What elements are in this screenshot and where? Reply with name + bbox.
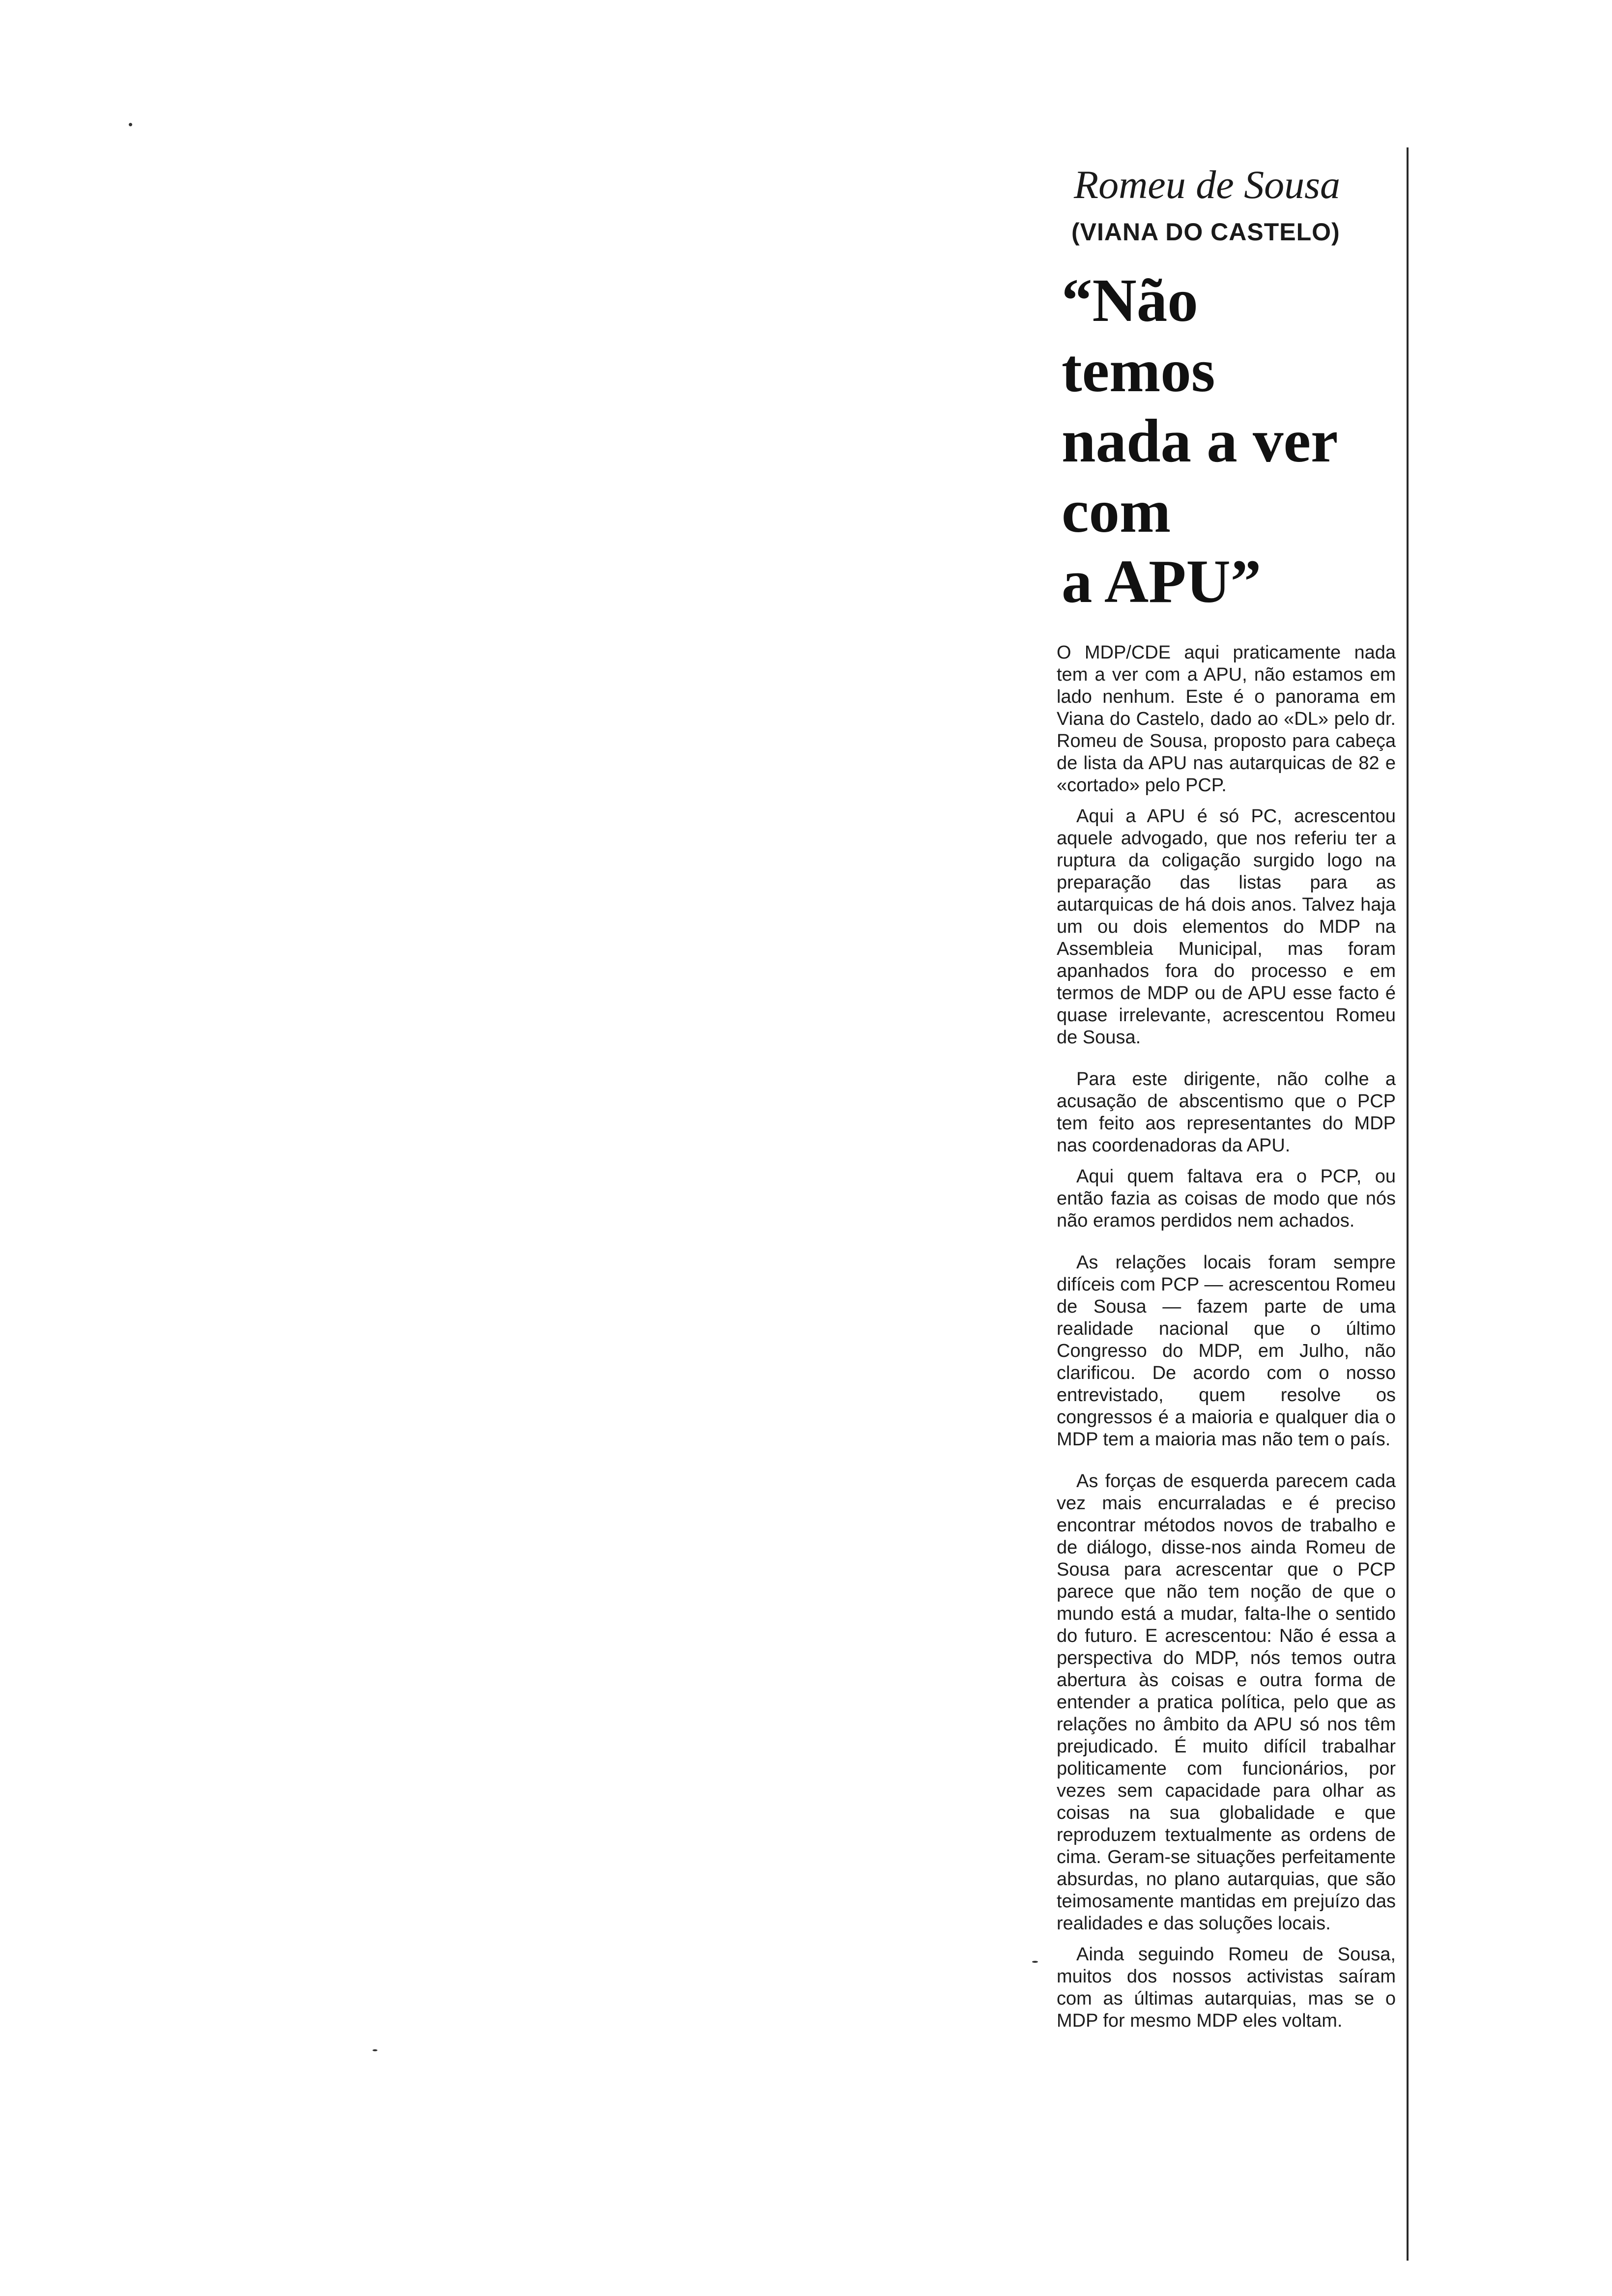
byline: Romeu de Sousa: [1074, 162, 1341, 207]
headline-line: nada a ver: [1062, 407, 1338, 475]
column-rule: [1407, 147, 1409, 2261]
headline-line: “Não: [1062, 267, 1198, 335]
scan-speck: [129, 123, 132, 126]
headline: [1062, 266, 1396, 617]
headline-line: temos: [1062, 337, 1215, 405]
headline-line: a APU”: [1062, 548, 1262, 616]
article-paragraph: Aqui a APU é só PC, acrescentou aquele advogado, que nos referiu ter a ruptura da coligação surgido logo na preparação das listas para as autarquicas de há dois anos. Talvez haja um ou dois elementos do MDP na Assembleia Municipal, mas foram apanhados fora do processo e em termos de MDP ou de APU esse facto é quase irrelevante, acrescentou Romeu de Sousa.: [1057, 806, 1396, 1048]
article-paragraph: As relações locais foram sempre difíceis com PCP — acrescentou Romeu de Sousa — fazem parte de uma realidade nacional que o último Congresso do MDP, em Julho, não clarificou. De acordo com o nosso entrevistado, quem resolve os congressos é a maioria e qualquer dia o MDP tem a maioria mas não tem o país.: [1057, 1252, 1396, 1450]
scan-speck: [1032, 1961, 1038, 1963]
article-paragraph: Ainda seguindo Romeu de Sousa, muitos dos nossos activistas saíram com as últimas autarquias, mas se o MDP for mesmo MDP eles voltam.: [1057, 1944, 1396, 2031]
headline-line: com: [1062, 478, 1171, 545]
article-paragraph: Para este dirigente, não colhe a acusação de abscentismo que o PCP tem feito aos representantes do MDP nas coordenadoras da APU.: [1057, 1069, 1396, 1156]
article-paragraph: O MDP/CDE aqui praticamente nada tem a ver com a APU, não estamos em lado nenhum. Este é o panorama em Viana do Castelo, dado ao «DL» pelo dr. Romeu de Sousa, proposto para cabeça de lista da APU nas autarquicas de 82 e «cortado» pelo PCP.: [1057, 642, 1396, 796]
article-body: [1057, 642, 1396, 2032]
scan-speck: [373, 2049, 377, 2051]
newspaper-clipping: [1057, 143, 1396, 2275]
article-paragraph: As forças de esquerda parecem cada vez mais encurraladas e é preciso encontrar métodos novos de trabalho e de diálogo, disse-nos ainda Romeu de Sousa para acrescentar que o PCP parece que não tem noção de que o mundo está a mudar, falta-lhe o sentido do futuro. E acrescentou: Não é essa a perspectiva do MDP, nós temos outra abertura às coisas e outra forma de entender a pratica política, pelo que as relações no âmbito da APU só nos têm prejudicado. É muito difícil trabalhar politicamente com funcionários, por vezes sem capacidade para olhar as coisas na sua globalidade e que reproduzem textualmente as ordens de cima. Geram-se situações perfeitamente absurdas, no plano autarquias, que são teimosamente mantidas em prejuízo das realidades e das soluções locais.: [1057, 1471, 1396, 1934]
location-label: (VIANA DO CASTELO): [1071, 218, 1340, 246]
article-paragraph: Aqui quem faltava era o PCP, ou então fazia as coisas de modo que nós não eramos perdidos nem achados.: [1057, 1166, 1396, 1231]
